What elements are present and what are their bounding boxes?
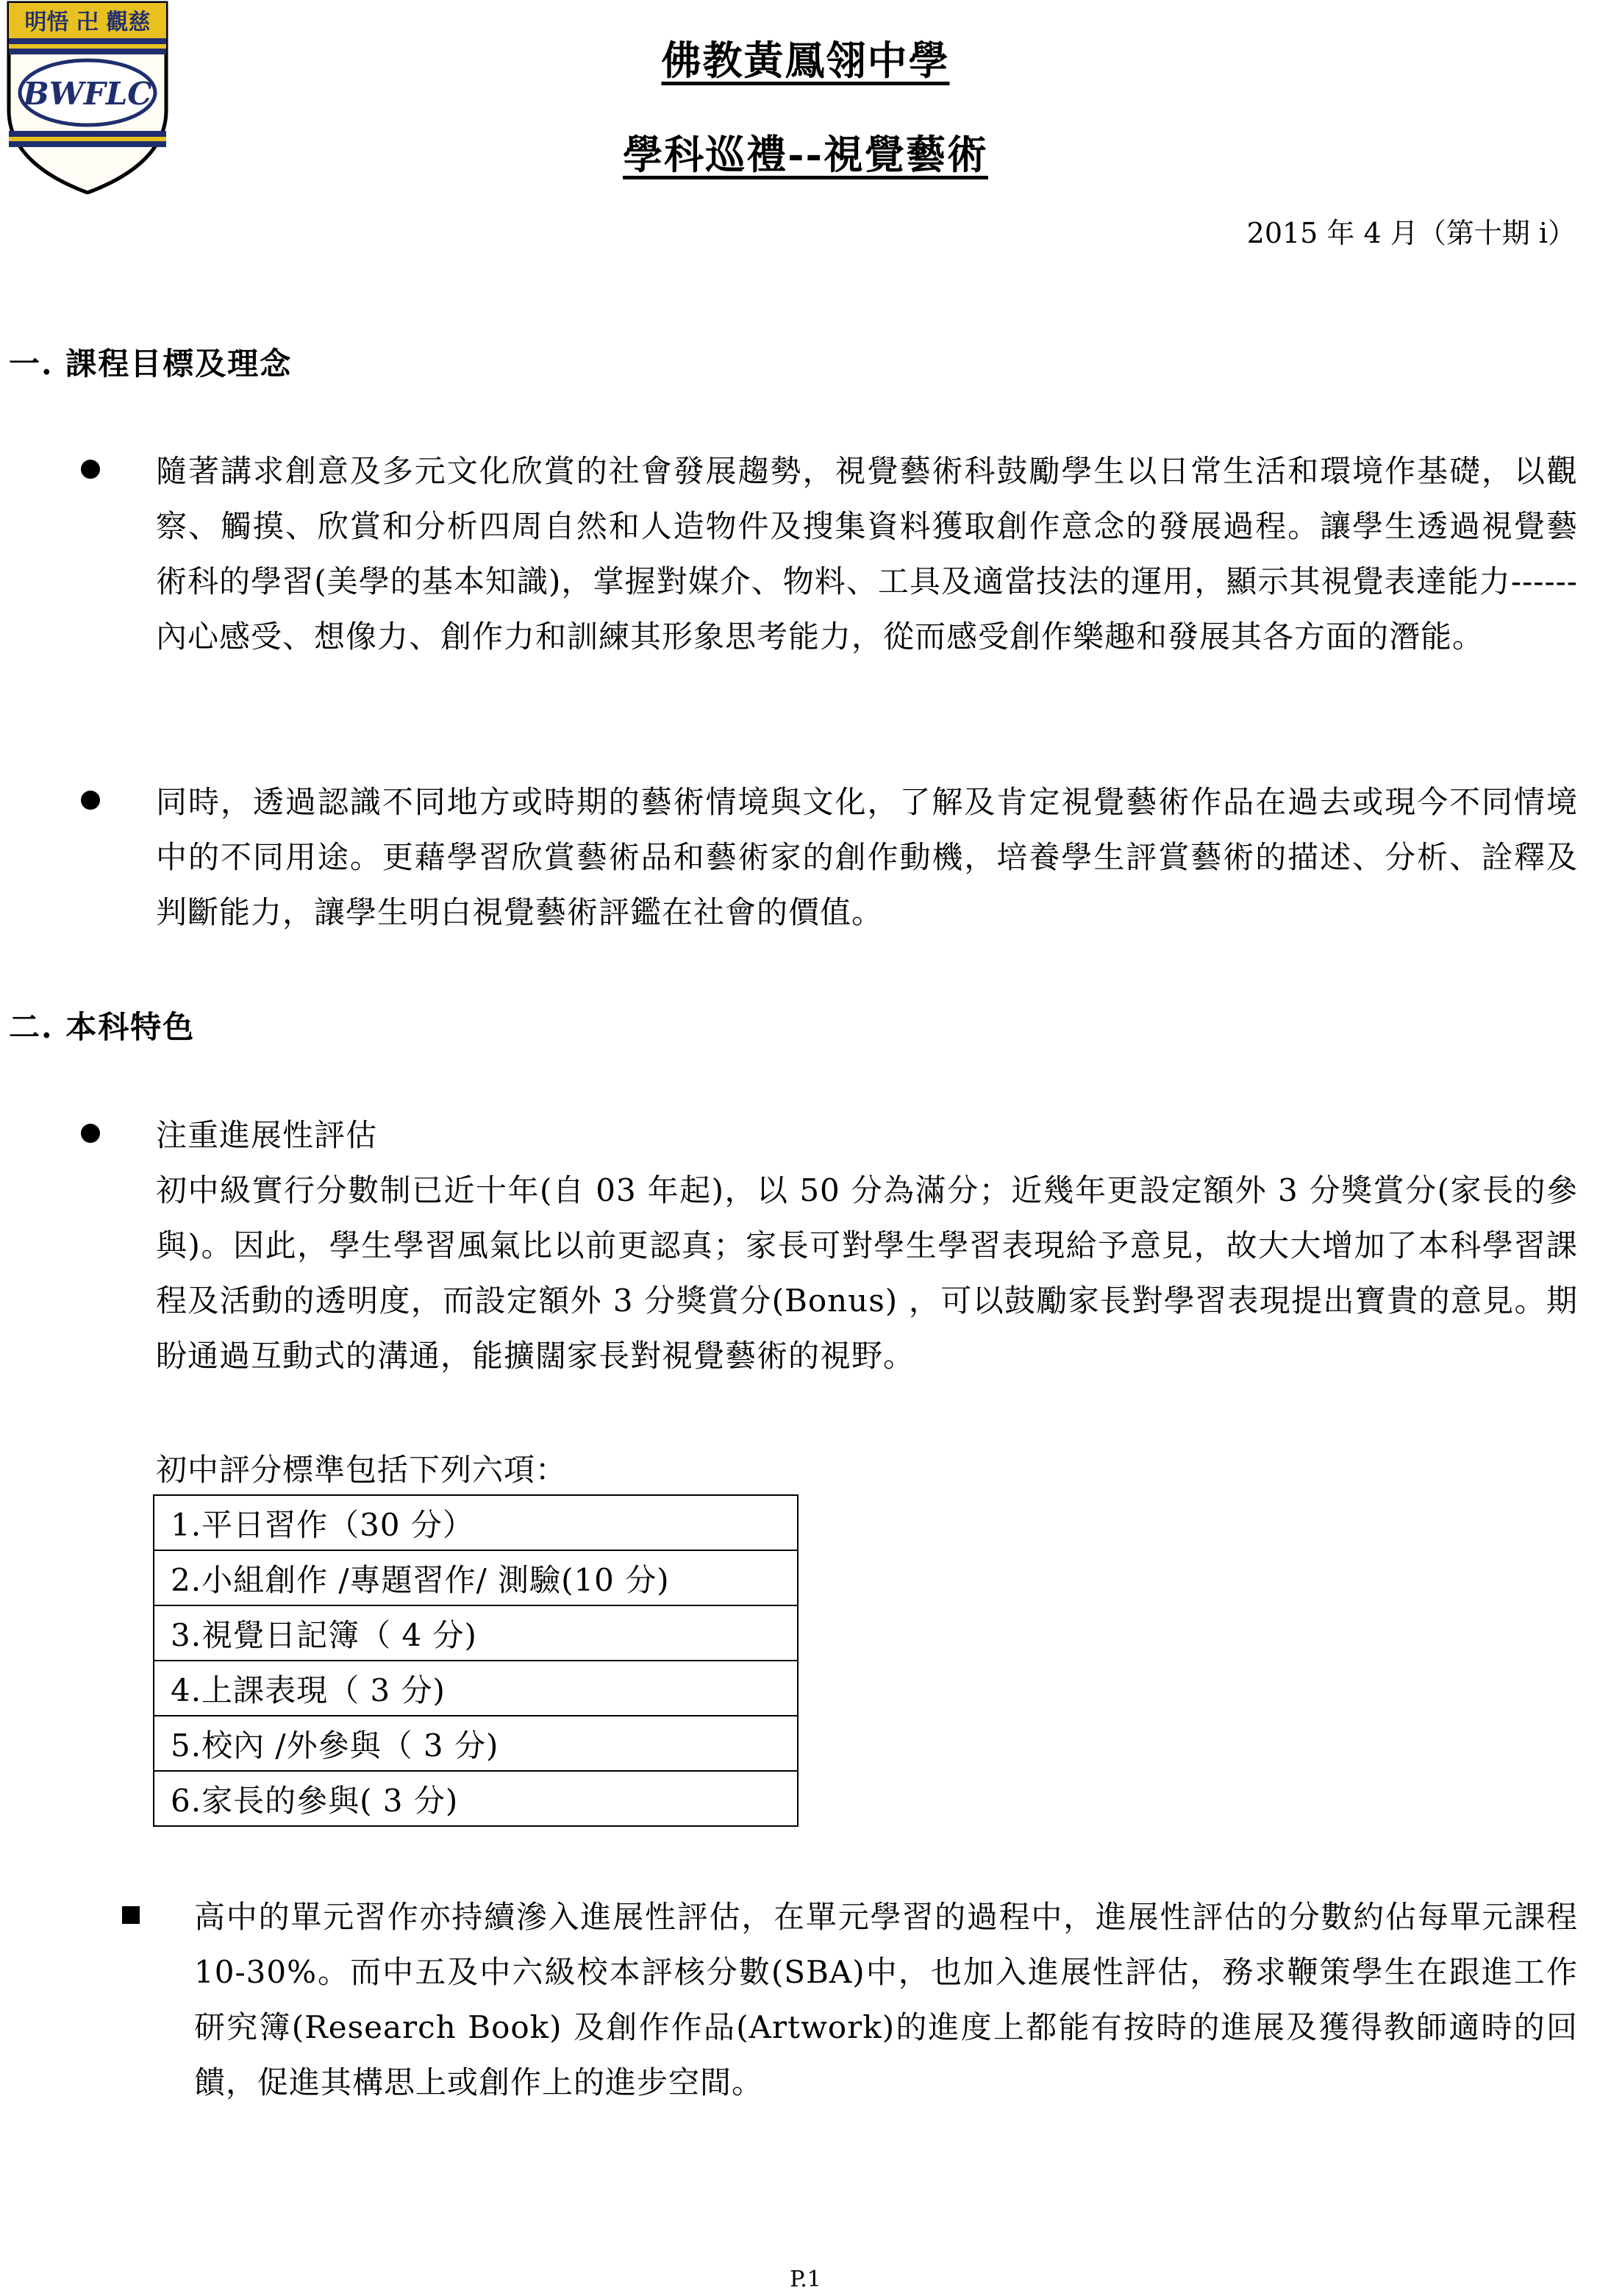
paragraph-text: 隨著講求創意及多元文化欣賞的社會發展趨勢，視覺藝術科鼓勵學生以日常生活和環境作基礎，以觀察、觸摸、欣賞和分析四周自然和人造物件及搜集資料獲取創作意念的發展過程。讓學生透過視覺藝術科的學習(美學的基本知識)，掌握對媒介、物料、工具及適當技法的運用，顯示其視覺表達能力------內心感受、想像力、創作力和訓練其形象思考能力，從而感受創作樂趣和發展其各方面的潛能。 [156, 453, 1578, 655]
criteria-item: 2.小組創作 /專題習作/ 測驗(10 分) [154, 1550, 798, 1605]
page-number: P.1 [790, 2267, 821, 2292]
table-row [154, 1716, 798, 1771]
bullet-dot [81, 460, 100, 479]
table-row [154, 1495, 798, 1550]
svg-text:BWFLC: BWFLC [23, 76, 152, 112]
bullet-dot [81, 1124, 100, 1143]
criteria-item: 4.上課表現（ 3 分) [154, 1661, 798, 1716]
feature-block [156, 1108, 1578, 1383]
section-heading-objectives: 一. 課程目標及理念 [9, 346, 293, 382]
criteria-item: 5.校內 /外參與（ 3 分) [154, 1716, 798, 1771]
objectives-paragraph-1 [156, 443, 1578, 664]
table-row [154, 1661, 798, 1716]
criteria-item: 3.視覺日記簿（ 4 分) [154, 1605, 798, 1661]
section-heading-features: 二. 本科特色 [9, 1009, 196, 1045]
svg-text:明悟 卍 觀慈: 明悟 卍 觀慈 [24, 10, 151, 35]
paragraph-text: 同時，透過認識不同地方或時期的藝術情境與文化，了解及肯定視覺藝術作品在過去或現今不同情境中的不同用途。更藉學習欣賞藝術品和藝術家的創作動機，培養學生評賞藝術的描述、分析、詮釋及判斷能力，讓學生明白視覺藝術評鑑在社會的價值。 [156, 784, 1578, 930]
assessment-criteria-table [153, 1494, 799, 1827]
paragraph-text: 高中的單元習作亦持續滲入進展性評估，在單元學習的過程中，進展性評估的分數約佔每單元課程 10-30%。而中五及中六級校本評核分數(SBA)中，也加入進展性評估，務求鞭策學生在跟進工作研究簿(Research Book) 及創作作品(Artwork)的進度上都能有按時的進展及獲得教師適時的回饋，促進其構思上或創作上的進步空間。 [194, 1899, 1578, 2100]
objectives-paragraph-2 [156, 774, 1578, 940]
document-title: 學科巡禮--視覺藝術 [623, 131, 988, 178]
criteria-item: 6.家長的參與( 3 分) [154, 1771, 798, 1826]
criteria-intro: 初中評分標準包括下列六項： [156, 1452, 568, 1488]
table-row [154, 1605, 798, 1661]
table-row [154, 1550, 798, 1605]
feature-title: 注重進展性評估 [156, 1117, 378, 1153]
senior-assessment-paragraph [194, 1889, 1578, 2110]
criteria-item: 1.平日習作（30 分） [154, 1495, 798, 1550]
school-name: 佛教黃鳳翎中學 [661, 37, 950, 84]
square-bullet [122, 1906, 140, 1924]
feature-body: 初中級實行分數制已近十年(自 03 年起)，以 50 分為滿分；近幾年更設定額外 3 分獎賞分(家長的參與)。因此，學生學習風氣比以前更認真；家長可對學生學習表現給予意見，故大大增加了本科學習課程及活動的透明度，而設定額外 3 分獎賞分(Bonus) ，可以鼓勵家長對學習表現提出寶貴的意見。期盼通過互動式的溝通，能擴闊家長對視覺藝術的視野。 [156, 1172, 1578, 1374]
table-row [154, 1771, 798, 1826]
bullet-dot [81, 791, 100, 810]
issue-date: 2015 年 4 月（第十期 i） [1246, 217, 1576, 249]
